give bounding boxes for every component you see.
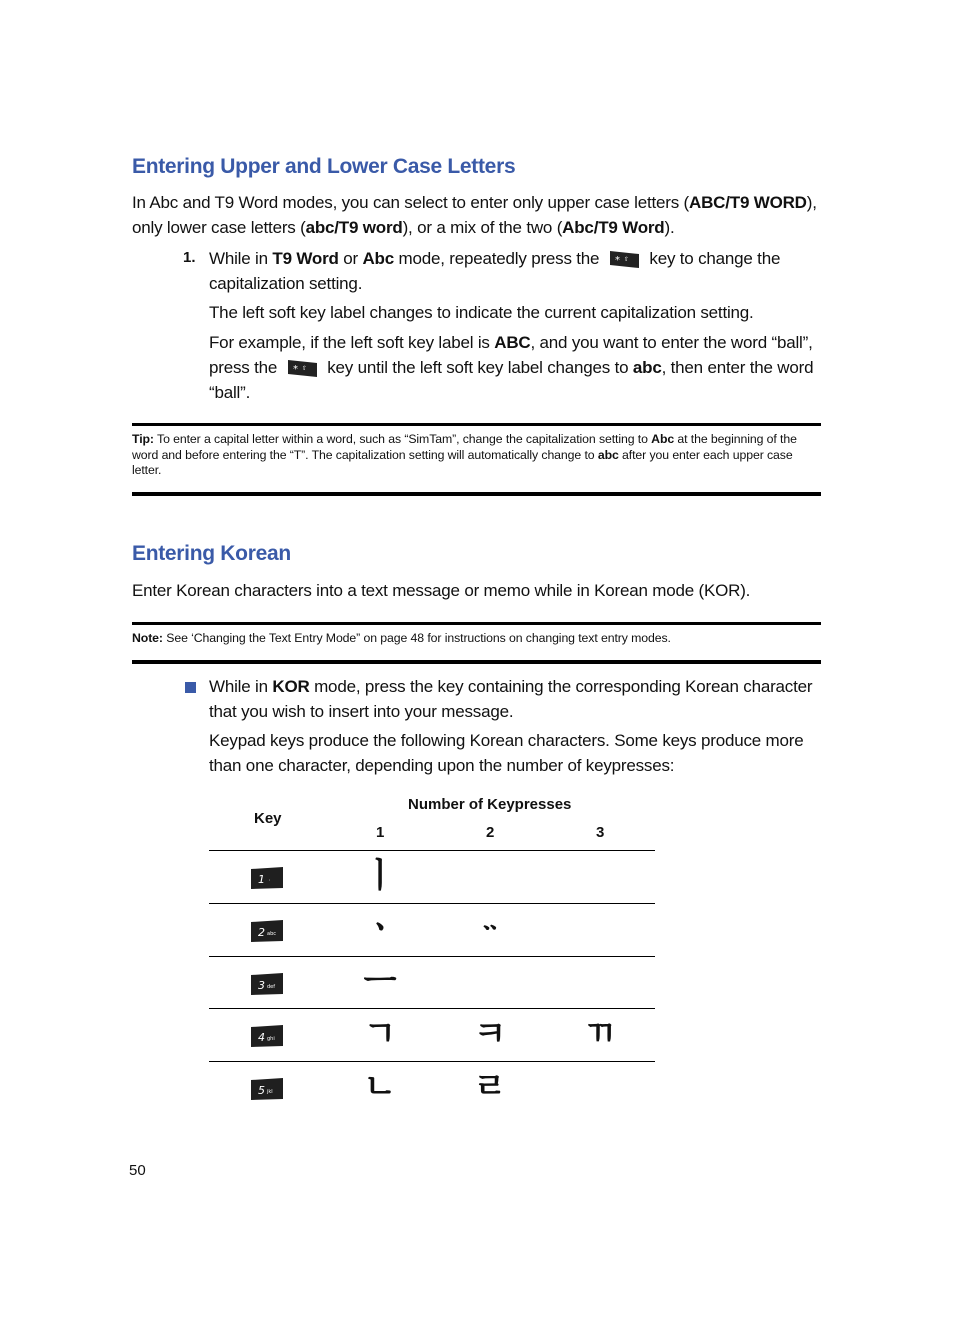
note-box: Note: See ‘Changing the Text Entry Mode” on page 48 for instructions on changing text entry modes. bbox=[132, 631, 671, 645]
case-intro-paragraph: In Abc and T9 Word modes, you can select to enter only upper case letters (ABC/T9 WORD), only lower case letters (abc/T9 word), or a mix of the two (Abc/T9 Word). bbox=[132, 193, 817, 237]
keypad-key-1-icon bbox=[249, 866, 285, 890]
bullet-square-icon bbox=[185, 682, 196, 693]
svg-text:⇧: ⇧ bbox=[301, 365, 307, 372]
keypad-key-digit: 2 bbox=[258, 925, 265, 939]
keypad-key-digit: 3 bbox=[258, 978, 265, 992]
table-row-divider bbox=[209, 1008, 655, 1009]
note-bottom-rule bbox=[132, 660, 821, 664]
korean-char-cell: ㅋ bbox=[473, 1014, 507, 1055]
col-header-keypresses: Number of Keypresses bbox=[408, 796, 572, 813]
keypad-key-letters: jkl bbox=[267, 1089, 273, 1096]
page-number: 50 bbox=[129, 1162, 146, 1179]
korean-char-cell: ㆍ bbox=[363, 908, 397, 949]
korean-char-cell: ㅣ bbox=[363, 856, 397, 896]
tip-bottom-rule bbox=[132, 492, 821, 496]
table-row-divider bbox=[209, 850, 655, 851]
col-header-3: 3 bbox=[596, 824, 605, 841]
tip-box: Tip: To enter a capital letter within a word, such as “SimTam”, change the capitalization setting to Abc at the beginning of the word and before entering the “T”. The capitalization setting will automatically change to abc after you enter each upper case letter. bbox=[132, 432, 797, 477]
table-row-divider bbox=[209, 956, 655, 957]
keypad-key-letters: def bbox=[267, 983, 276, 990]
col-header-key: Key bbox=[254, 810, 282, 827]
korean-char-cell: ㄲ bbox=[583, 1014, 617, 1055]
section-heading-case-letters: Entering Upper and Lower Case Letters bbox=[132, 155, 516, 178]
korean-char-cell: ㄱ bbox=[363, 1014, 397, 1055]
keypad-key-digit: 5 bbox=[258, 1084, 265, 1098]
korean-intro-paragraph: Enter Korean characters into a text message or memo while in Korean mode (KOR). bbox=[132, 581, 751, 600]
note-top-rule bbox=[132, 622, 821, 625]
keypad-key-digit: 1 bbox=[258, 873, 265, 886]
keypad-paragraph: Keypad keys produce the following Korean characters. Some keys produce more than one character, depending upon the number of keypresses: bbox=[209, 731, 804, 775]
svg-text:*: * bbox=[292, 364, 298, 375]
svg-text:⇧: ⇧ bbox=[623, 256, 629, 263]
korean-char-cell: ㄴ bbox=[363, 1067, 397, 1108]
star-shift-key-icon bbox=[608, 249, 641, 269]
keypad-key-letters: abc bbox=[267, 930, 276, 937]
korean-char-cell: ㅡ bbox=[363, 961, 397, 1002]
section-heading-korean: Entering Korean bbox=[132, 542, 291, 565]
example-paragraph: For example, if the left soft key label is ABC, and you want to enter the word “ball”, press the * ⇧ key until the left soft key label changes to abc, then enter the word “ball”. bbox=[209, 333, 814, 402]
soft-key-paragraph: The left soft key label changes to indicate the current capitalization setting. bbox=[209, 303, 754, 322]
keypad-key-digit: 4 bbox=[258, 1031, 265, 1045]
keypad-key-4-icon bbox=[249, 1024, 285, 1048]
keypad-key-letters: ㆍ bbox=[267, 878, 272, 884]
col-header-2: 2 bbox=[486, 824, 495, 841]
keypad-key-letters: ghi bbox=[267, 1036, 275, 1043]
keypad-key-3-icon bbox=[249, 972, 285, 996]
step-1-text: While in T9 Word or Abc mode, repeatedly press the * ⇧ key to change the capitalization setting. bbox=[209, 249, 781, 293]
table-row-divider bbox=[209, 1061, 655, 1062]
step-number: 1. bbox=[183, 249, 196, 266]
korean-char-cell: ㄹ bbox=[473, 1067, 507, 1108]
svg-text:*: * bbox=[614, 255, 620, 266]
col-header-1: 1 bbox=[376, 824, 385, 841]
note-label: Note: bbox=[132, 631, 163, 645]
table-row-divider bbox=[209, 903, 655, 904]
tip-top-rule bbox=[132, 423, 821, 426]
korean-char-cell: ᆢ bbox=[473, 908, 507, 949]
tip-label: Tip: bbox=[132, 432, 154, 446]
kor-bullet-paragraph: While in KOR mode, press the key containing the corresponding Korean character that you wish to insert into your message. bbox=[209, 677, 813, 721]
keypad-key-2-icon bbox=[249, 919, 285, 943]
star-shift-key-icon bbox=[286, 358, 319, 378]
keypad-key-5-icon bbox=[249, 1077, 285, 1101]
